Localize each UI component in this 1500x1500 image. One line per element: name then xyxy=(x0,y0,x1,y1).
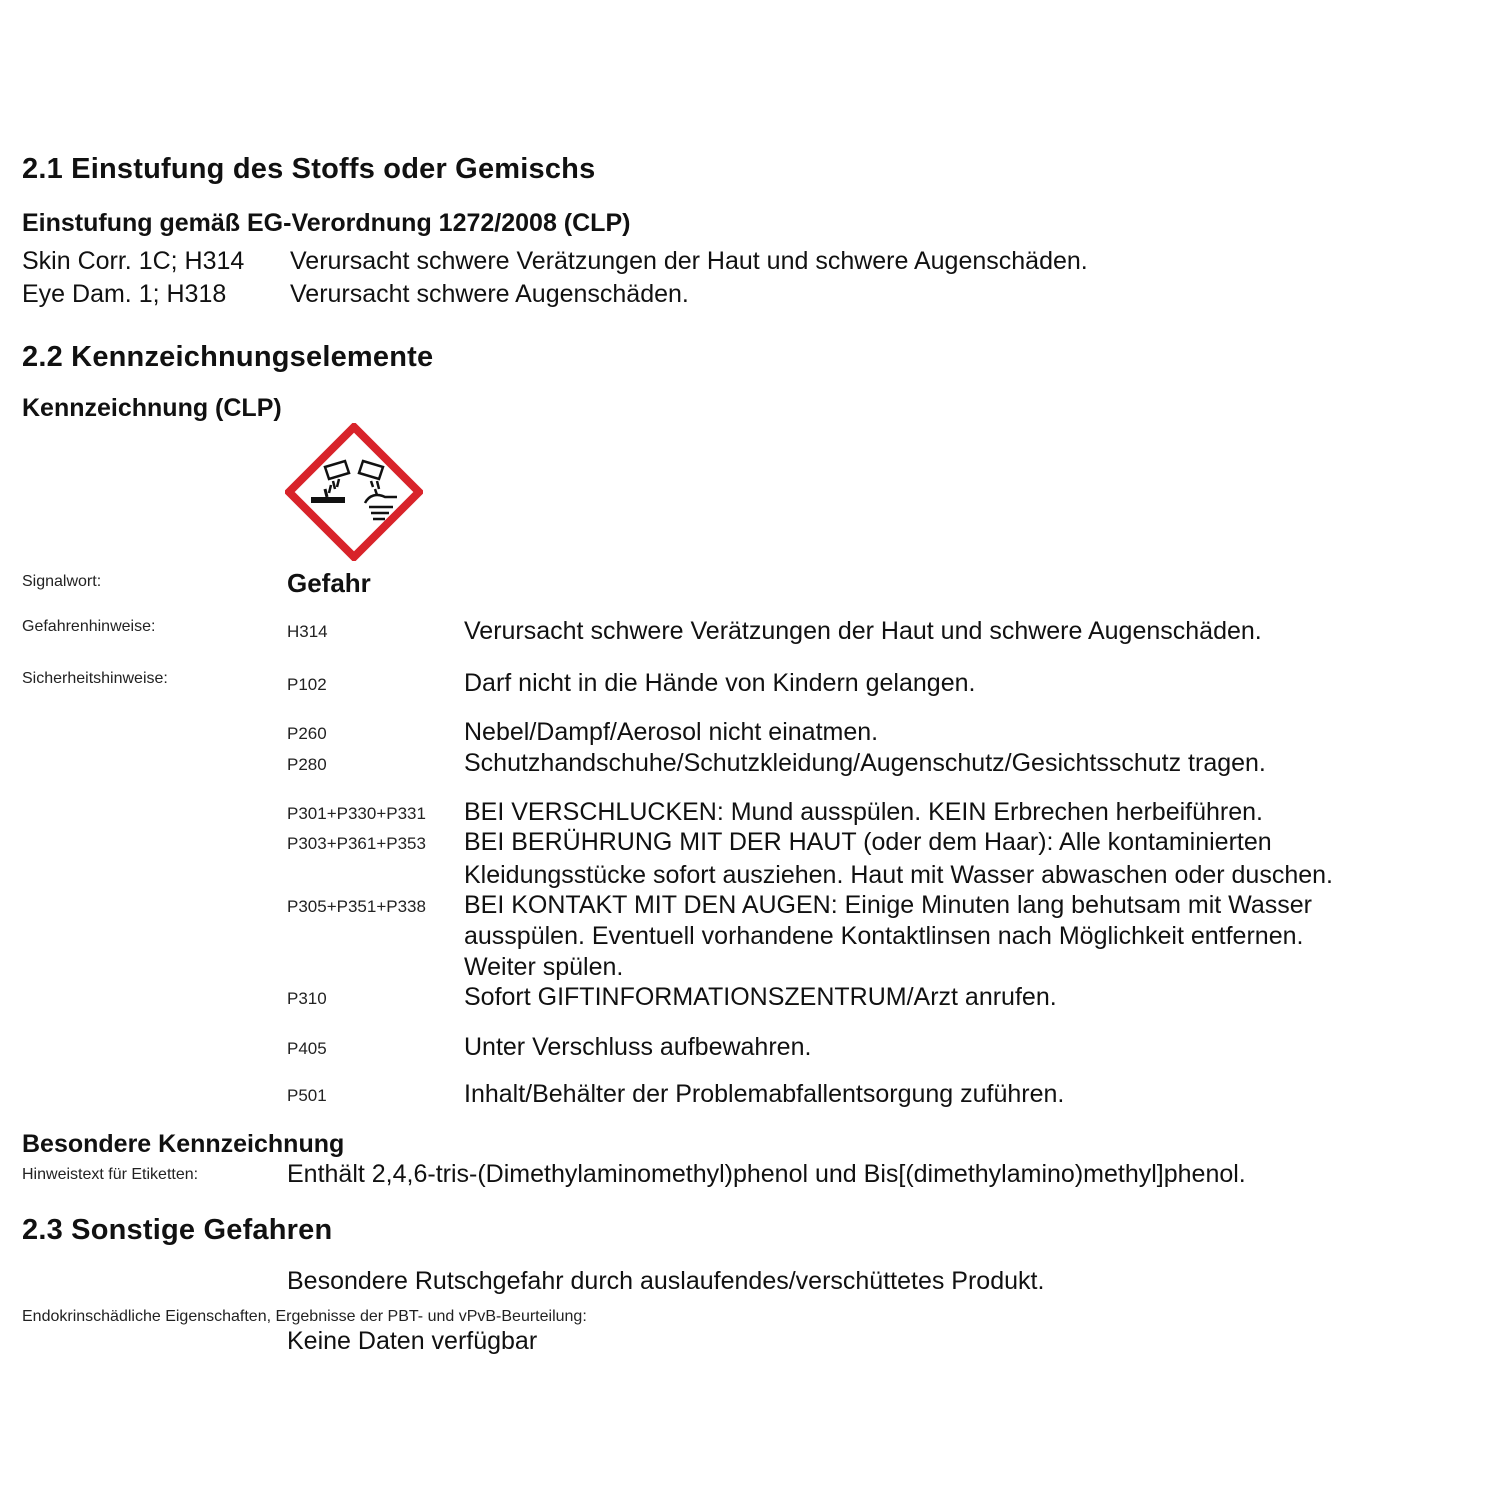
section-2-2-heading: 2.2 Kennzeichnungselemente xyxy=(22,341,434,373)
precaution-text: BEI BERÜHRUNG MIT DER HAUT (oder dem Haar): Alle kontaminierten xyxy=(464,828,1272,856)
precaution-text: Sofort GIFTINFORMATIONSZENTRUM/Arzt anrufen. xyxy=(464,983,1057,1011)
precaution-text: Nebel/Dampf/Aerosol nicht einatmen. xyxy=(464,718,879,746)
precaution-text: Schutzhandschuhe/Schutzkleidung/Augenschutz/Gesichtsschutz tragen. xyxy=(464,749,1266,777)
section-2-2-subheading: Kennzeichnung (CLP) xyxy=(22,394,282,422)
precaution-code: P501 xyxy=(287,1086,327,1105)
precaution-code: P260 xyxy=(287,724,327,743)
precaution-text: BEI VERSCHLUCKEN: Mund ausspülen. KEIN Erbrechen herbeiführen. xyxy=(464,798,1263,826)
endocrine-value: Keine Daten verfügbar xyxy=(287,1327,538,1355)
label-note-label: Hinweistext für Etiketten: xyxy=(22,1166,199,1183)
endocrine-label: Endokrinschädliche Eigenschaften, Ergebnisse der PBT- und vPvB-Beurteilung: xyxy=(22,1308,587,1325)
section-2-1-subheading: Einstufung gemäß EG-Verordnung 1272/2008 (CLP) xyxy=(22,209,631,237)
precaution-text: Weiter spülen. xyxy=(464,953,624,981)
signal-word: Gefahr xyxy=(287,568,371,598)
other-hazards-text: Besondere Rutschgefahr durch auslaufendes/verschüttetes Produkt. xyxy=(287,1267,1045,1295)
classification-code: Skin Corr. 1C; H314 xyxy=(22,247,245,275)
precaution-text: Unter Verschluss aufbewahren. xyxy=(464,1033,812,1061)
hazard-code: H314 xyxy=(287,622,328,641)
precaution-text: BEI KONTAKT MIT DEN AUGEN: Einige Minuten lang behutsam mit Wasser xyxy=(464,891,1312,919)
precaution-code: P102 xyxy=(287,675,327,694)
section-2-1-heading: 2.1 Einstufung des Stoffs oder Gemischs xyxy=(22,153,596,185)
precautionary-statements-label: Sicherheitshinweise: xyxy=(22,670,168,687)
special-labelling-heading: Besondere Kennzeichnung xyxy=(22,1130,345,1158)
hazard-statements-label: Gefahrenhinweise: xyxy=(22,618,156,635)
precaution-text: Kleidungsstücke sofort ausziehen. Haut mit Wasser abwaschen oder duschen. xyxy=(464,861,1333,889)
classification-text: Verursacht schwere Verätzungen der Haut und schwere Augenschäden. xyxy=(290,247,1088,275)
precaution-code: P303+P361+P353 xyxy=(287,834,426,853)
precaution-text: Darf nicht in die Hände von Kindern gelangen. xyxy=(464,669,976,697)
hazard-text: Verursacht schwere Verätzungen der Haut und schwere Augenschäden. xyxy=(464,617,1262,645)
corrosion-pictogram-icon xyxy=(285,423,423,561)
classification-text: Verursacht schwere Augenschäden. xyxy=(290,280,689,308)
precaution-code: P280 xyxy=(287,755,327,774)
precaution-code: P305+P351+P338 xyxy=(287,897,426,916)
precaution-text: ausspülen. Eventuell vorhandene Kontaktlinsen nach Möglichkeit entfernen. xyxy=(464,922,1304,950)
precaution-text: Inhalt/Behälter der Problemabfallentsorgung zuführen. xyxy=(464,1080,1065,1108)
section-2-3-heading: 2.3 Sonstige Gefahren xyxy=(22,1214,333,1246)
precaution-code: P405 xyxy=(287,1039,327,1058)
classification-code: Eye Dam. 1; H318 xyxy=(22,280,227,308)
signal-word-label: Signalwort: xyxy=(22,573,102,590)
precaution-code: P310 xyxy=(287,989,327,1008)
precaution-code: P301+P330+P331 xyxy=(287,804,426,823)
label-note-text: Enthält 2,4,6-tris-(Dimethylaminomethyl)phenol und Bis[(dimethylamino)methyl]phenol. xyxy=(287,1160,1246,1188)
